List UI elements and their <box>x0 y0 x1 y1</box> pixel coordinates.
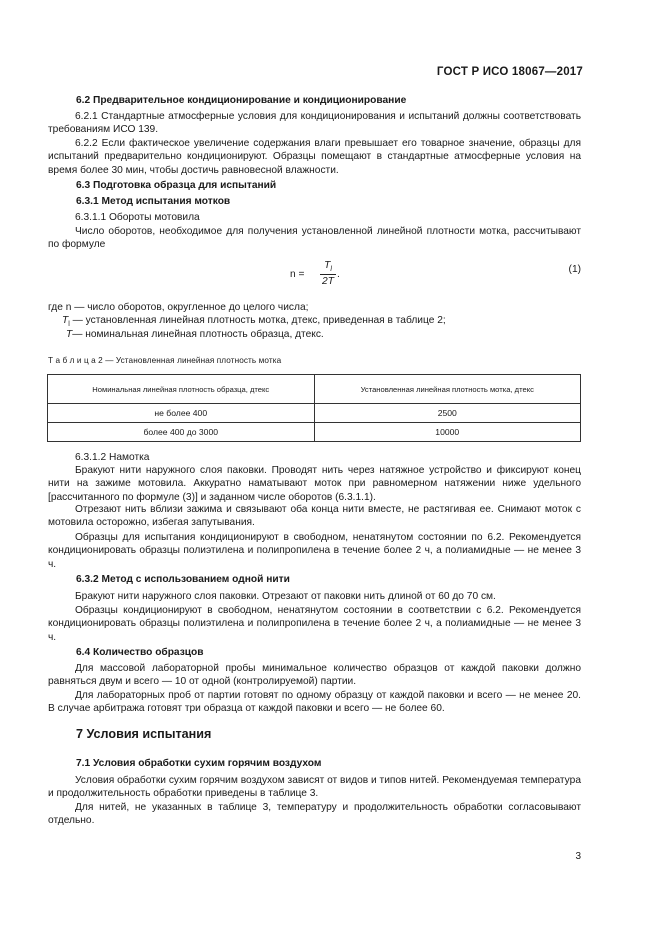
table-row <box>48 423 581 442</box>
paragraph-formula-intro: Число оборотов, необходимое для получения установленной линейной плотности мотка, рассчитывают по формуле <box>48 226 581 251</box>
document-header: ГОСТ Р ИСО 18067—2017 <box>436 66 583 78</box>
paragraph-7-1-1: Условия обработки сухим горячим воздухом зависят от видов и типов нитей. Рекомендуемая температура и продолжительность обработки приведены в таблице 3. <box>48 775 581 800</box>
table-cell: более 400 до 3000 <box>48 423 315 442</box>
page-number: 3 <box>575 851 581 862</box>
paragraph-7-1-2: Для нитей, не указанных в таблице 3, температуру и продолжительность обработки согласовывают отдельно. <box>48 802 581 827</box>
formula-numerator: $T_l$ <box>320 260 336 275</box>
equation-number: (1) <box>568 264 581 275</box>
where-line-n: где n — число оборотов, округленное до целого числа; <box>48 302 309 313</box>
section-7-title: 7 Условия испытания <box>76 727 212 741</box>
table-2-caption: Т а б л и ц а 2 — Установленная линейная плотность мотка <box>48 356 282 365</box>
paragraph-sample-count-1: Для массовой лабораторной пробы минимальное количество образцов от каждой паковки должно равняться двум и всего — 10 от одной (контролируемой) партии. <box>48 663 581 688</box>
section-6-4-title: 6.4 Количество образцов <box>76 647 204 658</box>
subsection-6-3-1-2-title: 6.3.1.2 Намотка <box>75 452 150 463</box>
section-6-3-title: 6.3 Подготовка образца для испытаний <box>76 180 277 191</box>
table-cell: не более 400 <box>48 404 315 423</box>
table-cell: 10000 <box>314 423 581 442</box>
paragraph-6-2-1: 6.2.1 Стандартные атмосферные условия для кондиционирования и испытаний должны соответствовать требованиям ИСО 139. <box>48 111 581 136</box>
paragraph-6-2-2: 6.2.2 Если фактическое увеличение содержания влаги превышает его товарное значение, образцы для испытаний предварительно кондиционируют. Образцы помещают в стандартные атмосферные условия на время более 30 мин, чтобы достичь равновесной влажности. <box>48 138 581 176</box>
subsection-6-3-1-1-title: 6.3.1.1 Обороты мотовила <box>75 212 200 223</box>
section-6-3-1-title: 6.3.1 Метод испытания мотков <box>76 196 231 207</box>
formula-fraction <box>320 260 336 287</box>
paragraph-sample-count-2: Для лабораторных проб от партии готовят по одному образцу от каждой паковки и всего — не менее 20. В случае арбитража готовят три образца от каждой паковки и всего — не более 60. <box>48 690 581 715</box>
section-6-2-title: 6.2 Предварительное кондиционирование и кондиционирование <box>76 95 407 106</box>
table-cell: 2500 <box>314 404 581 423</box>
table-header-cell: Установленная линейная плотность мотка, дтекс <box>314 375 581 404</box>
paragraph-winding-3: Образцы для испытания кондиционируют в свободном, ненатянутом состоянии по 6.2. Рекомендуется кондиционировать образцы полиэтилена и полипропилена в течение более 2 ч, а полиамидные — не менее 3 ч. <box>48 532 581 570</box>
section-6-3-2-title: 6.3.2 Метод с использованием одной нити <box>76 574 290 585</box>
paragraph-winding-2: Отрезают нить вблизи зажима и связывают оба конца нити вместе, не растягивая ее. Снимают моток с мотовила осторожно, избегая запутывания. <box>48 504 581 529</box>
formula-lhs: n = <box>290 269 305 280</box>
formula-denominator: 2T <box>322 276 334 288</box>
paragraph-single-thread-1: Бракуют нити наружного слоя паковки. Отрезают от паковки нить длиной от 60 до 70 см. <box>75 591 496 602</box>
paragraph-single-thread-2: Образцы кондиционируют в свободном, ненатянутом состоянии в соответствии с 6.2. Рекомендуется кондиционировать образцы полиэтилена и полипропилена в течение более 2 ч, а полиамидные — не менее 3 ч. <box>48 605 581 643</box>
table-2 <box>47 374 581 442</box>
where-line-t: T— номинальная линейная плотность образца, дтекс. <box>66 329 324 340</box>
table-row <box>48 404 581 423</box>
section-7-1-title: 7.1 Условия обработки сухим горячим воздухом <box>76 758 322 769</box>
table-header-row <box>48 375 581 404</box>
table-header-cell: Номинальная линейная плотность образца, дтекс <box>48 375 315 404</box>
where-line-tl: $T_l$ — установленная линейная плотность мотка, дтекс, приведенная в таблице 2; <box>62 315 446 329</box>
paragraph-winding-1: Бракуют нити наружного слоя паковки. Проводят нить через натяжное устройство и фиксируют конец нити на зажиме мотовила. Аккуратно наматывают моток при равномерном натяжении ниже удельного [рассчитанного по формуле (3)] и заданном числе оборотов (6.3.1.1). <box>48 465 581 503</box>
